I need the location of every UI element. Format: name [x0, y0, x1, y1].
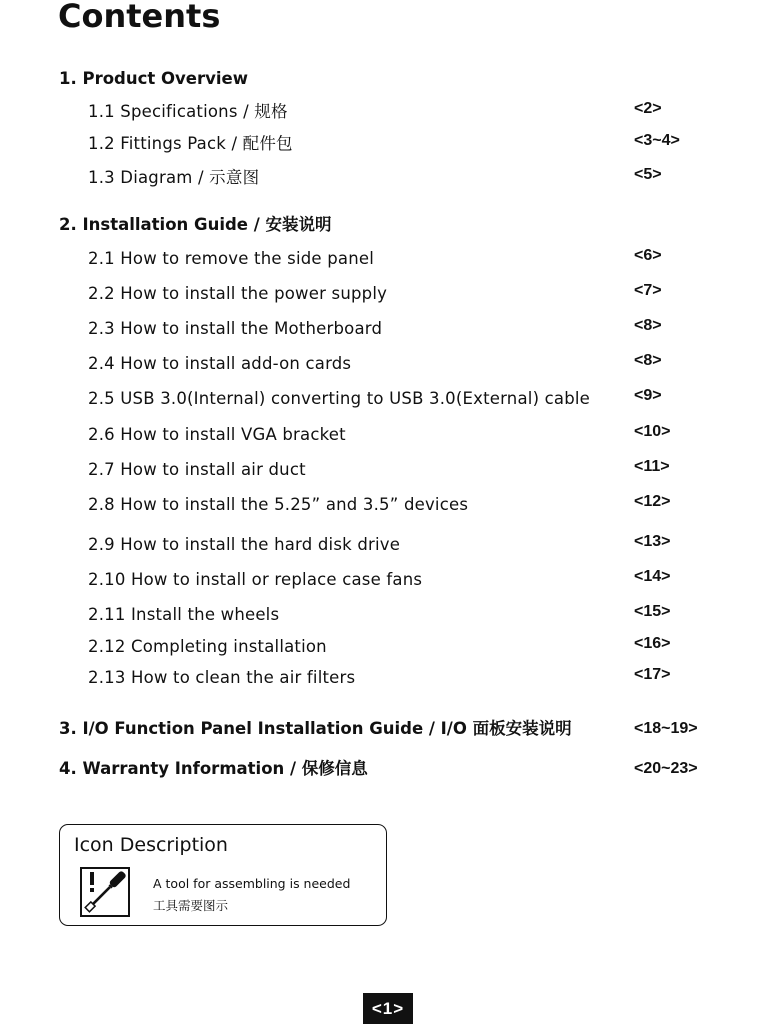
toc-section-label: 4. Warranty Information / 保修信息	[59, 759, 368, 778]
toc-item-label: 2.6 How to install VGA bracket	[88, 425, 346, 444]
toc-page-ref: <7>	[634, 282, 662, 299]
toc-item-label: 2.3 How to install the Motherboard	[88, 319, 383, 338]
toc-item-hard-disk[interactable]	[0, 533, 768, 557]
toc-page-ref: <2>	[634, 100, 662, 117]
toc-page-ref: <9>	[634, 387, 662, 404]
toc-item-drive-devices[interactable]	[0, 493, 768, 517]
icon-description-zh: 工具需要图示	[153, 898, 229, 913]
toc-page-ref: <15>	[634, 603, 671, 620]
toc-item-vga-bracket[interactable]	[0, 423, 768, 447]
toc-page-ref: <17>	[634, 666, 671, 683]
toc-item-label: 2.13 How to clean the air filters	[88, 668, 356, 687]
toc-item-label: 2.8 How to install the 5.25” and 3.5” devices	[88, 495, 469, 514]
toc-page-ref: <20~23>	[634, 760, 698, 777]
toc-item-label: 2.1 How to remove the side panel	[88, 249, 374, 268]
toc-item-label: 2.11 Install the wheels	[88, 605, 280, 624]
toc-item-install-add-on-cards[interactable]	[0, 352, 768, 376]
toc-item-completing[interactable]	[0, 635, 768, 659]
toc-page-ref: <8>	[634, 352, 662, 369]
toc-item-install-power-supply[interactable]	[0, 282, 768, 306]
toc-item-label: 2.2 How to install the power supply	[88, 284, 388, 303]
toc-section-label: 3. I/O Function Panel Installation Guide / I/O 面板安装说明	[59, 719, 572, 738]
toc-item-label: 2.5 USB 3.0(Internal) converting to USB 3.0(External) cable	[88, 389, 591, 408]
toc-item-label: 2.12 Completing installation	[88, 637, 327, 656]
toc-item-case-fans[interactable]	[0, 568, 768, 592]
toc-section-installation-guide[interactable]	[0, 213, 768, 237]
toc-section-warranty[interactable]	[0, 757, 768, 781]
toc-page-ref: <5>	[634, 166, 662, 183]
toc-page-ref: <11>	[634, 458, 670, 475]
toc-item-label: 1.3 Diagram / 示意图	[88, 168, 260, 187]
page-title: Contents	[58, 0, 221, 35]
toc-item-label: 1.2 Fittings Pack / 配件包	[88, 134, 293, 153]
toc-section-label: 2. Installation Guide / 安装说明	[59, 215, 332, 234]
toc-item-usb-cable[interactable]	[0, 387, 768, 411]
toc-item-label: 2.10 How to install or replace case fans	[88, 570, 423, 589]
toc-section-product-overview[interactable]	[0, 67, 768, 91]
toc-page-ref: <12>	[634, 493, 671, 510]
toc-item-air-duct[interactable]	[0, 458, 768, 482]
toc-item-label: 1.1 Specifications / 规格	[88, 102, 288, 121]
toc-item-specifications[interactable]	[0, 100, 768, 124]
toc-section-label: 1. Product Overview	[59, 69, 248, 88]
toc-page-ref: <16>	[634, 635, 671, 652]
toc-item-air-filters[interactable]	[0, 666, 768, 690]
toc-page-ref: <18~19>	[634, 720, 698, 737]
page-number: <1>	[363, 993, 413, 1024]
toc-page-ref: <14>	[634, 568, 671, 585]
toc-item-label: 2.4 How to install add-on cards	[88, 354, 352, 373]
toc-section-io-panel[interactable]	[0, 717, 768, 741]
toc-item-install-motherboard[interactable]	[0, 317, 768, 341]
toc-page-ref: <10>	[634, 423, 671, 440]
toc-item-label: 2.9 How to install the hard disk drive	[88, 535, 401, 554]
toc-item-remove-side-panel[interactable]	[0, 247, 768, 271]
toc-item-fittings-pack[interactable]	[0, 132, 768, 156]
toc-page-ref: <8>	[634, 317, 662, 334]
icon-description-box	[59, 824, 387, 926]
toc-item-wheels[interactable]	[0, 603, 768, 627]
toc-page-ref: <6>	[634, 247, 662, 264]
icon-description-text	[153, 873, 350, 917]
toc-page-ref: <13>	[634, 533, 671, 550]
screwdriver-warning-icon	[80, 867, 130, 917]
toc-page-ref: <3~4>	[634, 132, 680, 149]
toc-item-diagram[interactable]	[0, 166, 768, 190]
icon-description-en: A tool for assembling is needed	[153, 876, 351, 891]
icon-description-title: Icon Description	[74, 834, 228, 856]
toc-item-label: 2.7 How to install air duct	[88, 460, 306, 479]
